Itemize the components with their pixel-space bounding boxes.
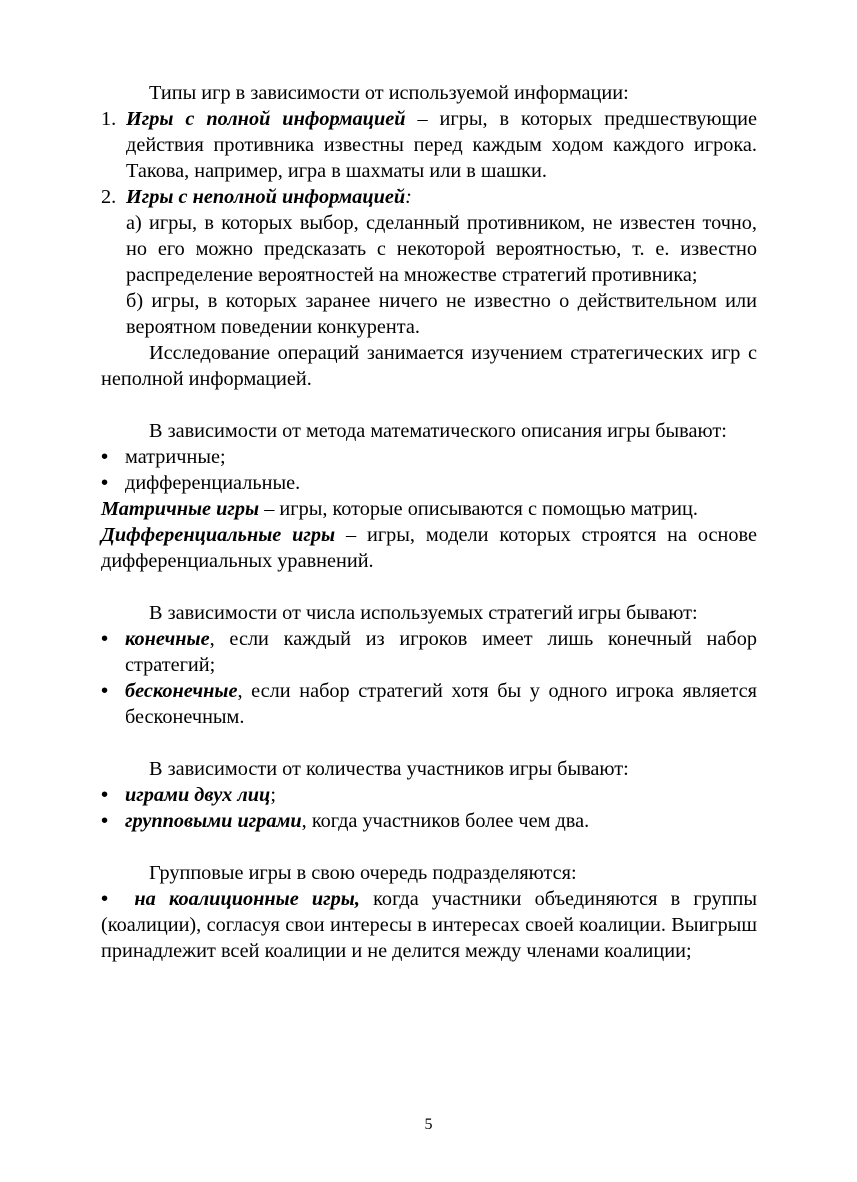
term-incomplete-info: Игры с неполной информацией [126, 186, 406, 208]
page-number: 5 [424, 1116, 433, 1133]
paragraph-gap [101, 834, 757, 860]
info-conclusion: Исследование операций занимается изучением стратегических игр с неполной информацией. [101, 342, 757, 390]
term-finite: конечные [125, 628, 210, 650]
strategy-count-intro: В зависимости от числа используемых стратегий игры бывают: [149, 602, 698, 624]
subitem-b: б) игры, в которых заранее ничего не известно о действительном или вероятном поведении конкурента. [126, 290, 757, 338]
bullet-text [125, 782, 757, 808]
definition-differential-games [101, 522, 757, 574]
info-types-intro: Типы игр в зависимости от используемой информации: [149, 82, 629, 104]
paragraph-gap [101, 574, 757, 600]
numbered-item-incomplete-info [101, 184, 757, 210]
bullet-infinite [101, 678, 757, 730]
bullet-coalition [101, 886, 757, 964]
bullet-matrix [101, 444, 757, 470]
bullet-differential [101, 470, 757, 496]
bullet-group [101, 808, 757, 834]
definition-full-info: – игры, в которых предшествующие действия противника известны перед каждым ходом каждого игрока. Такова, например, игра в шахматы или в шашки. [126, 108, 757, 182]
paragraph-gap [101, 730, 757, 756]
term-colon: : [405, 186, 412, 208]
bullet-description: , если набор стратегий хотя бы у одного игрока является бесконечным. [125, 680, 757, 728]
bullet-icon: • [101, 888, 109, 910]
bullet-two-person [101, 782, 757, 808]
term-matrix-games: Матричные игры [101, 498, 260, 520]
term-differential-games: Дифференциальные игры [101, 524, 336, 546]
numbered-item-full-info [101, 106, 757, 184]
bullet-finite [101, 626, 757, 678]
subitem-a: а) игры, в которых выбор, сделанный противником, не известен точно, но его можно предсказать с некоторой вероятностью, т. е. известно распределение вероятностей на множестве стратегий противника; [126, 212, 757, 286]
bullet-text [125, 626, 757, 678]
term-coalition-games: на коалиционные игры, [134, 888, 360, 910]
item-body [126, 184, 757, 210]
math-description-intro: В зависимости от метода математического описания игры бывают: [149, 420, 727, 442]
bullet-icon: • [101, 446, 109, 468]
bullet-text: дифференциальные. [125, 472, 301, 494]
term-group-games: групповыми играми [125, 810, 302, 832]
bullet-description: ; [270, 784, 276, 806]
definition-matrix-games [101, 496, 757, 522]
group-games-intro: Групповые игры в свою очередь подразделяются: [149, 862, 577, 884]
bullet-icon: • [101, 472, 109, 494]
bullet-text [125, 808, 757, 834]
term-two-person: играми двух лиц [125, 784, 271, 806]
bullet-text: матричные; [125, 446, 226, 468]
bullet-icon: • [101, 810, 109, 832]
term-infinite: бесконечные [125, 680, 238, 702]
item-body [126, 106, 757, 184]
definition-text: – игры, модели которых строятся на основе дифференциальных уравнений. [101, 524, 757, 572]
item-number: 1. [101, 108, 117, 130]
bullet-icon: • [101, 628, 109, 650]
paragraph-gap [101, 392, 757, 418]
definition-text: – игры, которые описываются с помощью матриц. [259, 498, 698, 520]
document-page [101, 80, 757, 964]
bullet-description: , если каждый из игроков имеет лишь конечный набор стратегий; [125, 628, 757, 676]
term-full-info: Игры с полной информацией [126, 108, 406, 130]
bullet-description: , когда участников более чем два. [301, 810, 590, 832]
participants-intro: В зависимости от количества участников игры бывают: [149, 758, 629, 780]
bullet-icon: • [101, 784, 109, 806]
item-number: 2. [101, 186, 117, 208]
bullet-text [125, 678, 757, 730]
bullet-description: когда участники объединяются в группы (коалиции), согласуя свои интересы в интересах своей коалиции. Выигрыш принадлежит всей коалиции и не делится между членами коалиции; [101, 888, 758, 962]
bullet-icon: • [101, 680, 109, 702]
